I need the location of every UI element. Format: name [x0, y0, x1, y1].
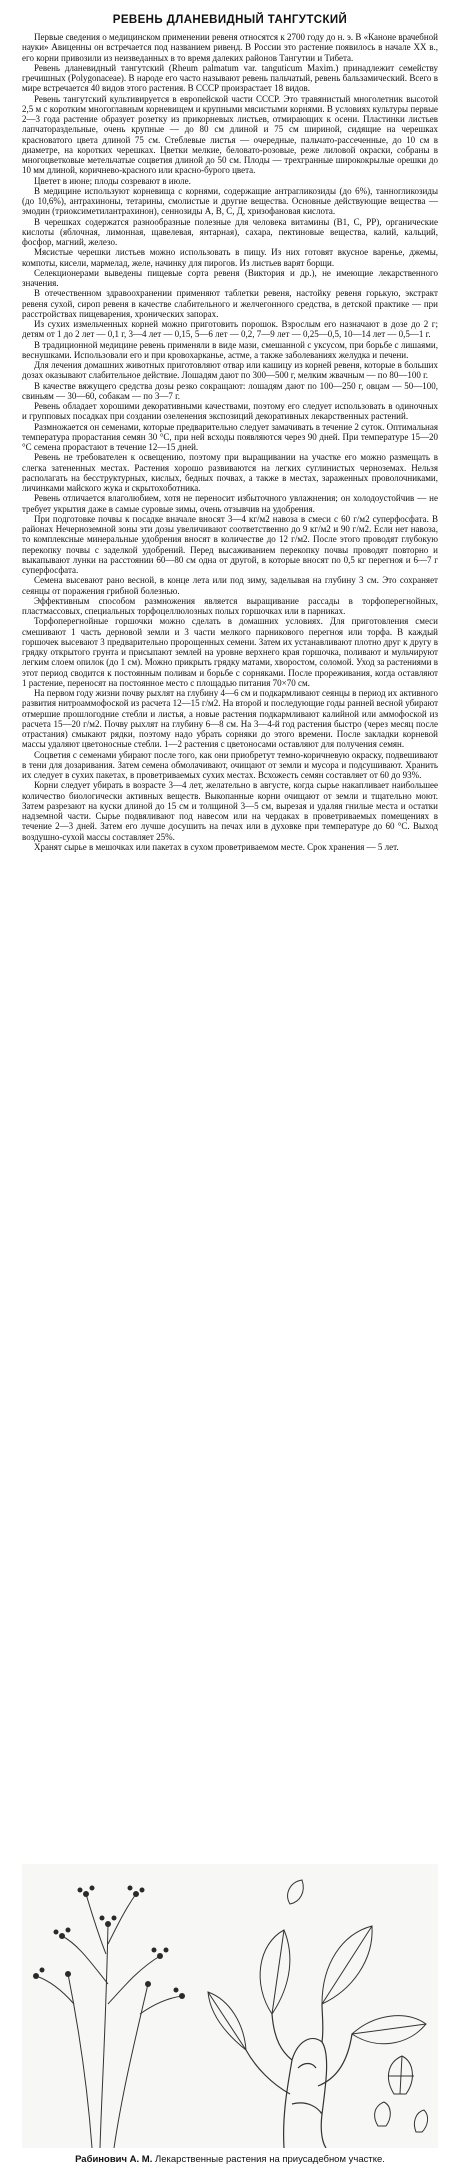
- paragraph: Цветет в июне; плоды созревают в июле.: [34, 175, 191, 186]
- paragraph: Размножается он семенами, которые предварительно следует замачивать в течение 2 суток. Оптимальная температура прорастания семян 30 °C, при ней всходы появляются через 90 дней. При температуре 15—20 °C семена прорастают в течение 12—15 дней.: [22, 421, 438, 452]
- paragraph: Первые сведения о медицинском применении ревеня относятся к 2700 году до н. э. В «Каноне врачебной науки» Авиценны он встречается под названием ривенд. В России это растение появилось в начале XX в., его корни привозили из неизведанных в то время далеких районов Тангутии и Тибета.: [22, 32, 438, 63]
- paragraph: В черешках содержатся разнообразные полезные для человека витамины (B1, C, PP), органические кислоты (яблочная, лимонная, щавелевая, янтарная), сахара, пектиновые вещества, калий, кальций, фосфор, магний, железо.: [22, 216, 438, 247]
- rootstock-drawing: [246, 2004, 352, 2148]
- caption-author: Рабинович А. М.: [75, 2154, 153, 2165]
- article-body: [22, 32, 438, 1860]
- paragraph: При подготовке почвы к посадке вначале вносят 3—4 кг/м2 навоза в смеси с 60 г/м2 суперфосфата. В районах Нечерноземной зоны эти дозы увеличивают соответственно до 9 кг/м2 и 90 г/м2. Если нет навоза, то комплексные минеральные удобрения вносят в количестве до 12 г/м2. После этого проводят глубокую перекопку почвы с заделкой удобрений. Перед высаживанием перекопку почвы проводят повторно и выкапывают лунки на расстоянии 60—80 см одна от другой, в которые вносят по 0,5 кг перегноя и 6—7 г суперфосфата.: [22, 513, 438, 575]
- paragraph: В отечественном здравоохранении применяют таблетки ревеня, настойку ревеня горькую, экстракт ревеня сухой, сироп ревеня в качестве слабительного и желчегонного средства, в детской практике — при расстройствах пищеварения, хронических запорах.: [22, 288, 438, 319]
- paragraph: Соцветия с семенами убирают после того, как они приобретут темно-коричневую окраску, подвешивают в тени для дозаривания. Затем семена обмолачивают, очищают от земли и мусора и подсушивают. Хранить их следует в сухих пакетах, в проветриваемых сухих местах. Всхожесть семян составляет от 60 до 93%.: [22, 749, 438, 780]
- paragraph: Семена высевают рано весной, в конце лета или под зиму, заделывая на глубину 3 см. Это сохраняет сеянцы от поражения грибной болезнью.: [22, 575, 438, 596]
- paragraph: Эффективным способом размножения является выращивание рассады в торфоперегнойных, пластмассовых, специальных торфоцеллюлозных полых горшочках или в парниках.: [22, 595, 438, 616]
- paragraph: Для лечения домашних животных приготовляют отвар или кашицу из корней ревеня, которые в больших дозах оказывают слабительное действие. Лошадям дают по 300—500 г, мелким жвачным — по 80—100 г.: [22, 360, 438, 381]
- leaf-drawing: [208, 1880, 426, 2050]
- paragraph: Мясистые черешки листьев можно использовать в пищу. Из них готовят вкусное варенье, джемы, компоты, кисели, мармелад, желе, начинку для пирогов. Из листьев варят борщи.: [22, 247, 438, 268]
- botanical-illustration: [22, 1864, 438, 2148]
- paragraph: В медицине используют корневища с корнями, содержащие антрагликозиды (до 6%), танногликозиды (до 10,6%), антрахиноны, тетарины, смолистые и другие вещества. Основные действующие вещества — эмодин (триоксиметилантрахинон), сеннозиды А, В, С, Д, хризофановая кислота.: [22, 185, 438, 217]
- caption-book-title: Лекарственные растения на приусадебном участке.: [155, 2154, 385, 2165]
- paragraph: Корни следует убирать в возрасте 3—4 лет, желательно в августе, когда сырье накапливает наибольшее количество биологически активных веществ. Выкопанные корни очищают от земли и тщательно моют. Затем разрезают на куски длиной до 15 см и толщиной 3—5 см, вырезая и удаляя гнилые места и остатки надземной части. Сырье подвяливают под навесом или на чердаках в проветриваемых помещениях в течение 2—3 дней. Затем его лучше досушить на печах или в духовке при температуре до 60 °C. Выход воздушно-сухой массы составляет 25%.: [22, 780, 438, 842]
- paragraph: Ревень дланевидный тангутский (Rheum palmatum var. tanguticum Maxim.) принадлежит семейству гречишных (Polygonaceae). В народе его часто называют ревень пальчатый, ревень бальзамический. Всего в мире встречается 40 видов этого растения. В СССР произрастает 18 видов.: [22, 62, 438, 94]
- paragraph: Ревень тангутский культивируется в европейской части СССР. Это травянистый многолетник высотой 2,5 м с коротким многоглавным корневищем и крупными мясистыми корнями. В условиях культуры первые 2—3 года растение образует розетку из прикорневых листьев, отмирающих к осени. Пластинки листьев лапчатораздельные, очень крупные — до 80 см длиной и 75 см шириной, сидящие на черешках красноватого цвета длиной 75 см. Стеблевые листья — очередные, пальчато-рассеченные, до 10 см в диаметре, на коротких черешках. Цветки мелкие, беловато-розовые, реже лиловой окраски, собраны в многоцветковые метельчатые соцветия длиной до 50 см. Плоды — трехгранные ширококрылые орешки до 10 мм длиной, коричнево-красного или красно-бурого цвета.: [22, 93, 438, 176]
- paragraph: На первом году жизни почву рыхлят на глубину 4—6 см и подкармливают сеянцы в период их активного развития нитроаммофоской из расчета 12—15 г/м2. На второй и последующие годы ранней весной убирают отмершие прошлогодние стебли и листья, а новые растения подкармливают калийной или аммофоской из расчета 15—20 г/м2. Почву рыхлят на глубину 6—8 см. На 3—4-й год растения быстро (через месяц после отрастания) смыкают рядки, поэтому надо убрать сорняки до этого времени. После закладки корневой массы удаляют цветоносные стебли. 1—2 растения с цветоносами оставляют для получения семян.: [22, 688, 438, 750]
- rhubarb-drawing: [22, 1864, 438, 2148]
- article-title: РЕВЕНЬ ДЛАНЕВИДНЫЙ ТАНГУТСКИЙ: [112, 14, 348, 26]
- paragraph: Ревень отличается влаголюбием, хотя не переносит избыточного увлажнения; он холодоустойчив — не требует укрытия даже в самые суровые зимы, очень отзывчив на удобрения.: [22, 493, 438, 514]
- paragraph: Селекционерами выведены пищевые сорта ревеня (Виктория и др.), не имеющие лекарственного значения.: [22, 267, 438, 288]
- paragraph: Ревень обладает хорошими декоративными качествами, поэтому его следует использовать в одиночных и групповых посадках при создании озеленения экспозиций декоративных лекарственных растений.: [22, 401, 438, 422]
- book-caption: [0, 2154, 460, 2165]
- paragraph: Из сухих измельченных корней можно приготовить порошок. Взрослым его назначают в дозе до 2 г; детям от 1 до 2 лет — 0,1 г, 3—4 лет — 0,15, 5—6 лет — 0,2, 7—9 лет — 0,25—0,5, 10—14 лет — 0,5—1 г.: [22, 319, 438, 340]
- fruit-detail-drawing: [375, 2056, 428, 2132]
- paragraph: Торфоперегнойные горшочки можно сделать в домашних условиях. Для приготовления смеси смешивают 1 часть дерновой земли и 3 части мелкого парникового перегноя или торфа. В каждый горшочек высевают 3 предварительно пророщенных семени. Затем их устанавливают плотно друг к другу в грядку открытого грунта и присыпают землей на уровне верхнего края горшочка, поливают и мульчируют легким слоем опилок (до 1 см). Можно прикрыть грядку матами, хворостом, соломой. Уход за растениями в этот период сводится к постоянным поливам и борьбе с сорняками. После прореживания, когда оставляют 1 растение, переносят на постоянное место с площадью питания 70×70 см.: [22, 616, 438, 688]
- paragraph: Ревень не требователен к освещению, поэтому при выращивании на участке его можно размещать в слегка затененных местах. Растения хорошо развиваются на легких суглинистых черноземах. Нельзя располагать на бесструктурных, кислых, бедных почвах, а также в местах, зараженных проволочниками, личинками майского жука и скрытохоботника.: [22, 452, 438, 493]
- paragraph: Хранят сырье в мешочках или пакетах в сухом проветриваемом месте. Срок хранения — 5 лет.: [34, 841, 399, 852]
- paragraph: В качестве вяжущего средства дозы резко сокращают: лошадям дают по 100—250 г, овцам — 50—100, свиньям — 30—60, собакам — по 3—7 г.: [22, 380, 438, 401]
- paragraph: В традиционной медицине ревень применяли в виде мази, смешанной с уксусом, при борьбе с лишаями, веснушками. Использовали его и при кровохарканье, астме, а также заболеваниях желудка и печени.: [22, 339, 438, 360]
